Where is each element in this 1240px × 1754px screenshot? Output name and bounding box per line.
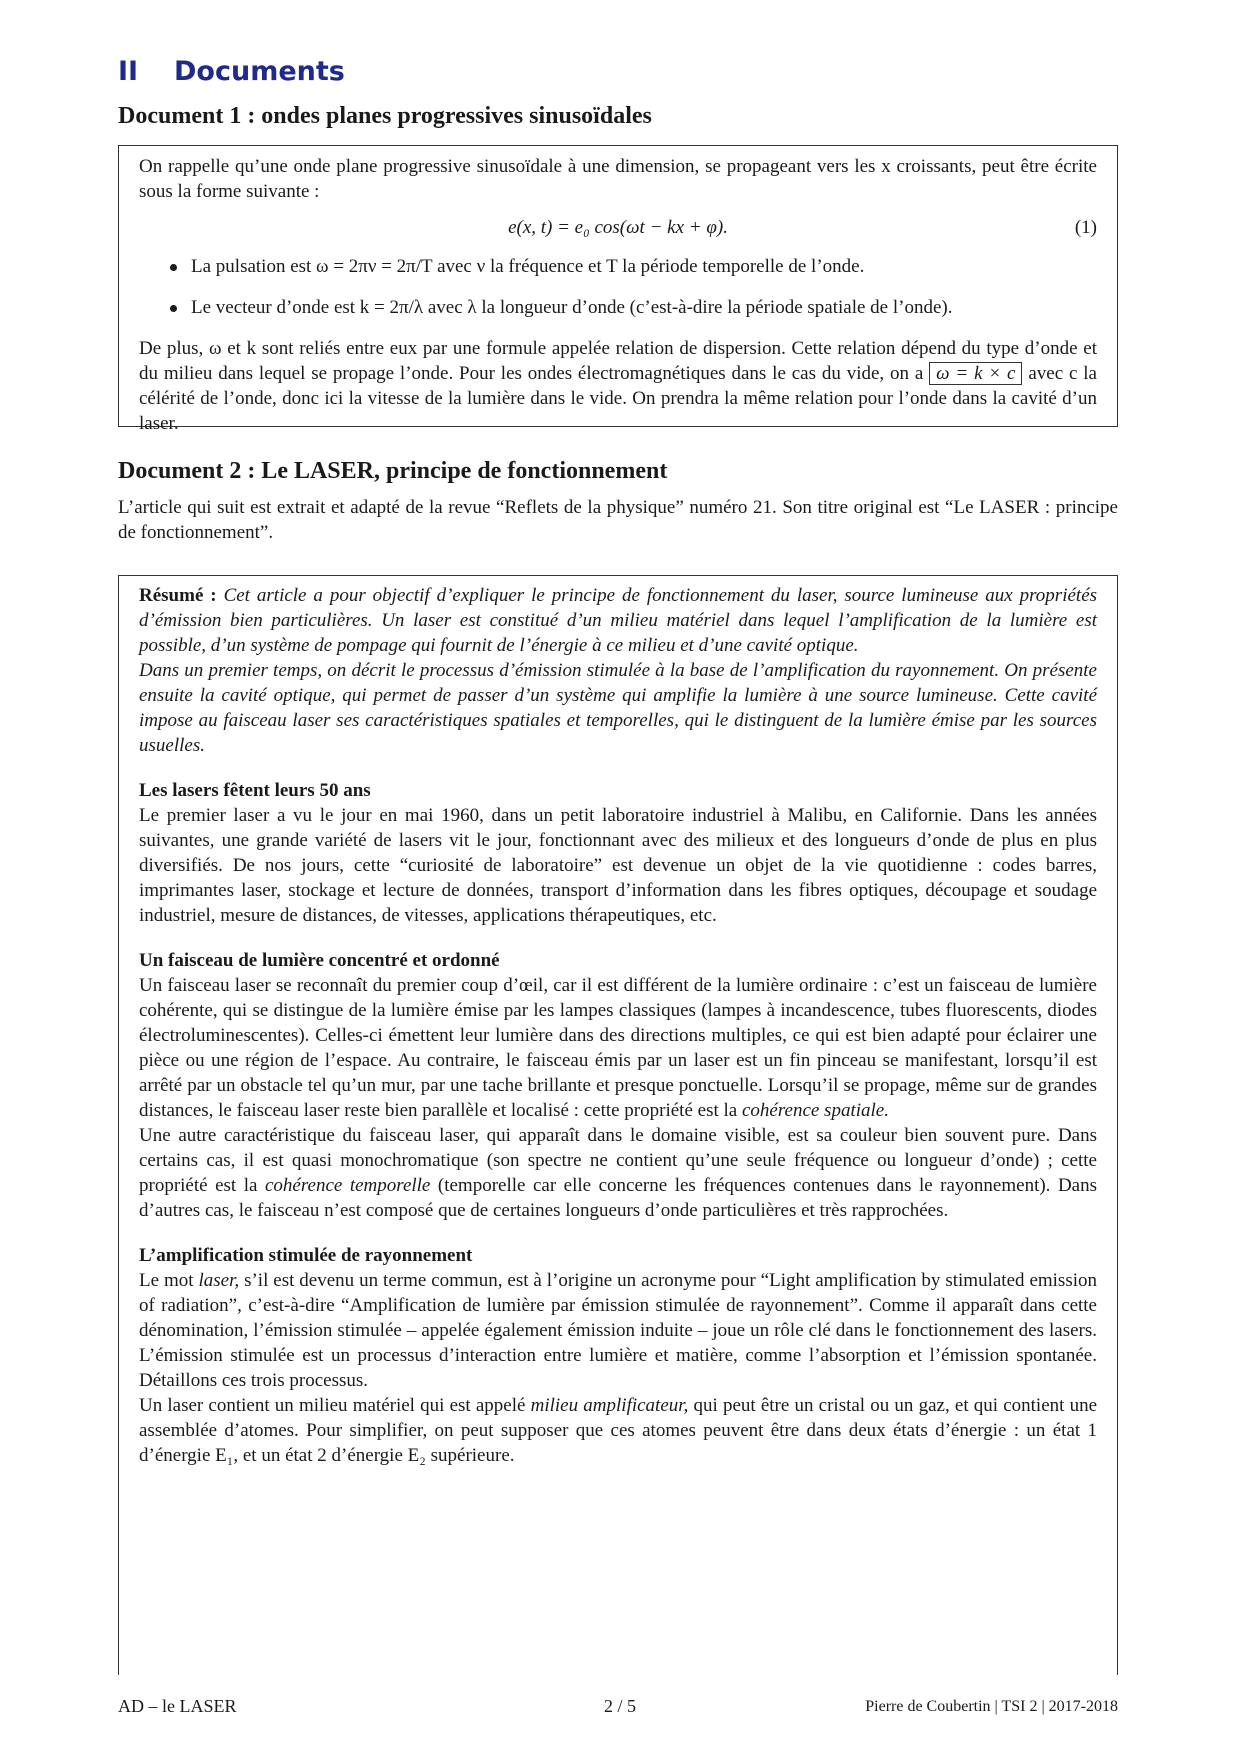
section-title: Documents: [174, 56, 345, 87]
doc2-intro: L’article qui suit est extrait et adapté de la revue “Reflets de la physique” numéro 21. Son titre original est “Le LASER : principe de fonctionnement”.: [118, 497, 1118, 543]
subsection-title-faisceau: Un faisceau de lumière concentré et ordonné: [139, 950, 500, 971]
doc1-dispersion-paragraph: De plus, ω et k sont reliés entre eux par une formule appelée relation de dispersion. Cette relation dépend du type d’onde et du milieu dans lequel se propage l’onde. Pour les ondes électromagnétiques dans le cas du vide, on a ω = k × c avec c la célérité de l’onde, donc ici la vitesse de la lumière dans le vide. On prendra la même relation pour l’onde dans la cavité d’un laser.: [139, 338, 1097, 434]
doc1-bullet-list: [139, 254, 1097, 320]
doc1-equation: e(x, t) = e₀ cos(ωt − kx + φ).: [508, 217, 728, 238]
doc2-article-box: [118, 575, 1118, 1675]
page-number: 2 / 5: [603, 1696, 636, 1716]
resume-label: Résumé :: [139, 585, 217, 606]
subsection-title-amplification: L’amplification stimulée de rayonnement: [139, 1245, 473, 1266]
section-number: II: [118, 56, 139, 87]
section-heading: [118, 56, 345, 87]
doc2-title: Document 2 : Le LASER, principe de fonctionnement: [118, 458, 668, 484]
doc1-box: [118, 145, 1118, 434]
subsection-text-amplification-2: Un laser contient un milieu matériel qui est appelé milieu amplificateur, qui peut être un cristal ou un gaz, et qui contient une assemblée d’atomes. Pour simplifier, on peut supposer que ces atomes peuvent être dans deux états d’énergie : un état 1 d’énergie E₁, et un état 2 d’énergie E₂ supérieure.: [139, 1395, 1098, 1466]
footer-left: AD – le LASER: [118, 1696, 237, 1716]
doc1-title: Document 1 : ondes planes progressives sinusoïdales: [118, 103, 652, 129]
subsection-text-amplification-1: Le mot laser, s’il est devenu un terme commun, est à l’origine un acronyme pour “Light amplification by stimulated emission of radiation”, c’est-à-dire “Amplification de lumière par émission stimulée de rayonnement”. Comme il apparaît dans cette dénomination, l’émission stimulée – appelée également émission induite – joue un rôle clé dans le fonctionnement des lasers. L’émission stimulée est un processus d’interaction entre lumière et matière, comme l’absorption et l’émission spontanée. Détaillons ces trois processus.: [139, 1270, 1098, 1391]
list-item: Le vecteur d’onde est k = 2π/λ avec λ la longueur d’onde (c’est-à-dire la période spatiale de l’onde).: [139, 295, 1097, 320]
list-item: La pulsation est ω = 2πν = 2π/T avec ν la fréquence et T la période temporelle de l’onde.: [139, 254, 1097, 279]
doc1-intro: On rappelle qu’une onde plane progressive sinusoïdale à une dimension, se propageant vers les x croissants, peut être écrite sous la forme suivante :: [139, 156, 1097, 202]
footer-right: Pierre de Coubertin | TSI 2 | 2017-2018: [865, 1698, 1118, 1715]
bullet-icon: [170, 264, 177, 271]
resume-paragraph: Résumé : Cet article a pour objectif d’expliquer le principe de fonctionnement du laser, source lumineuse aux propriétés d’émission bien particulières. Un laser est constitué d’un milieu matériel dans lequel l’amplification de la lumière est possible, d’un système de pompage qui fournit de l’énergie à ce milieu et d’une cavité optique.: [139, 585, 1098, 656]
doc1-equation-number: (1): [1074, 217, 1097, 238]
subsection-text-lasers-50-ans: Le premier laser a vu le jour en mai 1960, dans un petit laboratoire industriel à Malibu, en Californie. Dans les années suivantes, une grande variété de lasers vit le jour, fonctionnant avec des milieux et des longueurs d’onde de plus en plus diversifiés. De nos jours, cette “curiosité de laboratoire” est devenue un objet de la vie quotidienne : codes barres, imprimantes laser, stockage et lecture de données, transport d’information dans les fibres optiques, découpage et soudage industriel, mesure de distances, de vitesses, applications thérapeutiques, etc.: [139, 805, 1097, 926]
resume-paragraph-2: Dans un premier temps, on décrit le processus d’émission stimulée à la base de l’amplification du rayonnement. On présente ensuite la cavité optique, qui permet de passer d’un système qui amplifie la lumière à une source lumineuse. Cette cavité impose au faisceau laser ses caractéristiques spatiales et temporelles, qui le distinguent de la lumière émise par les sources usuelles.: [139, 660, 1097, 756]
subsection-title-lasers-50-ans: Les lasers fêtent leurs 50 ans: [139, 780, 371, 801]
subsection-text-faisceau-2: Une autre caractéristique du faisceau laser, qui apparaît dans le domaine visible, est sa couleur bien souvent pure. Dans certains cas, il est quasi monochromatique (son spectre ne contient qu’une seule fréquence ou longueur d’onde) ; cette propriété est la cohérence temporelle (temporelle car elle concerne les fréquences contenues dans le rayonnement). Dans d’autres cas, le faisceau n’est composé que de certaines longueurs d’onde particulières et très rapprochées.: [139, 1125, 1097, 1221]
boxed-relation: ω = k × c: [929, 362, 1022, 385]
doc1-equation-row: [139, 214, 1097, 246]
bullet-icon: [170, 305, 177, 312]
subsection-text-faisceau-1: Un faisceau laser se reconnaît du premier coup d’œil, car il est différent de la lumière ordinaire : c’est un faisceau de lumière cohérente, qui se distingue de la lumière émise par les lampes classiques (lampes à incandescence, tubes fluorescents, diodes électroluminescentes). Celles-ci émettent leur lumière dans des directions multiples, ce qui est bien adapté pour éclairer une pièce ou une région de l’espace. Au contraire, le faisceau émis par un laser est un fin pinceau se manifestant, lorsqu’il est arrêté par un obstacle tel qu’un mur, par une tache brillante et presque ponctuelle. Lorsqu’il se propage, même sur de grandes distances, le faisceau laser reste bien parallèle et localisé : cette propriété est la cohérence spatiale.: [139, 975, 1097, 1121]
